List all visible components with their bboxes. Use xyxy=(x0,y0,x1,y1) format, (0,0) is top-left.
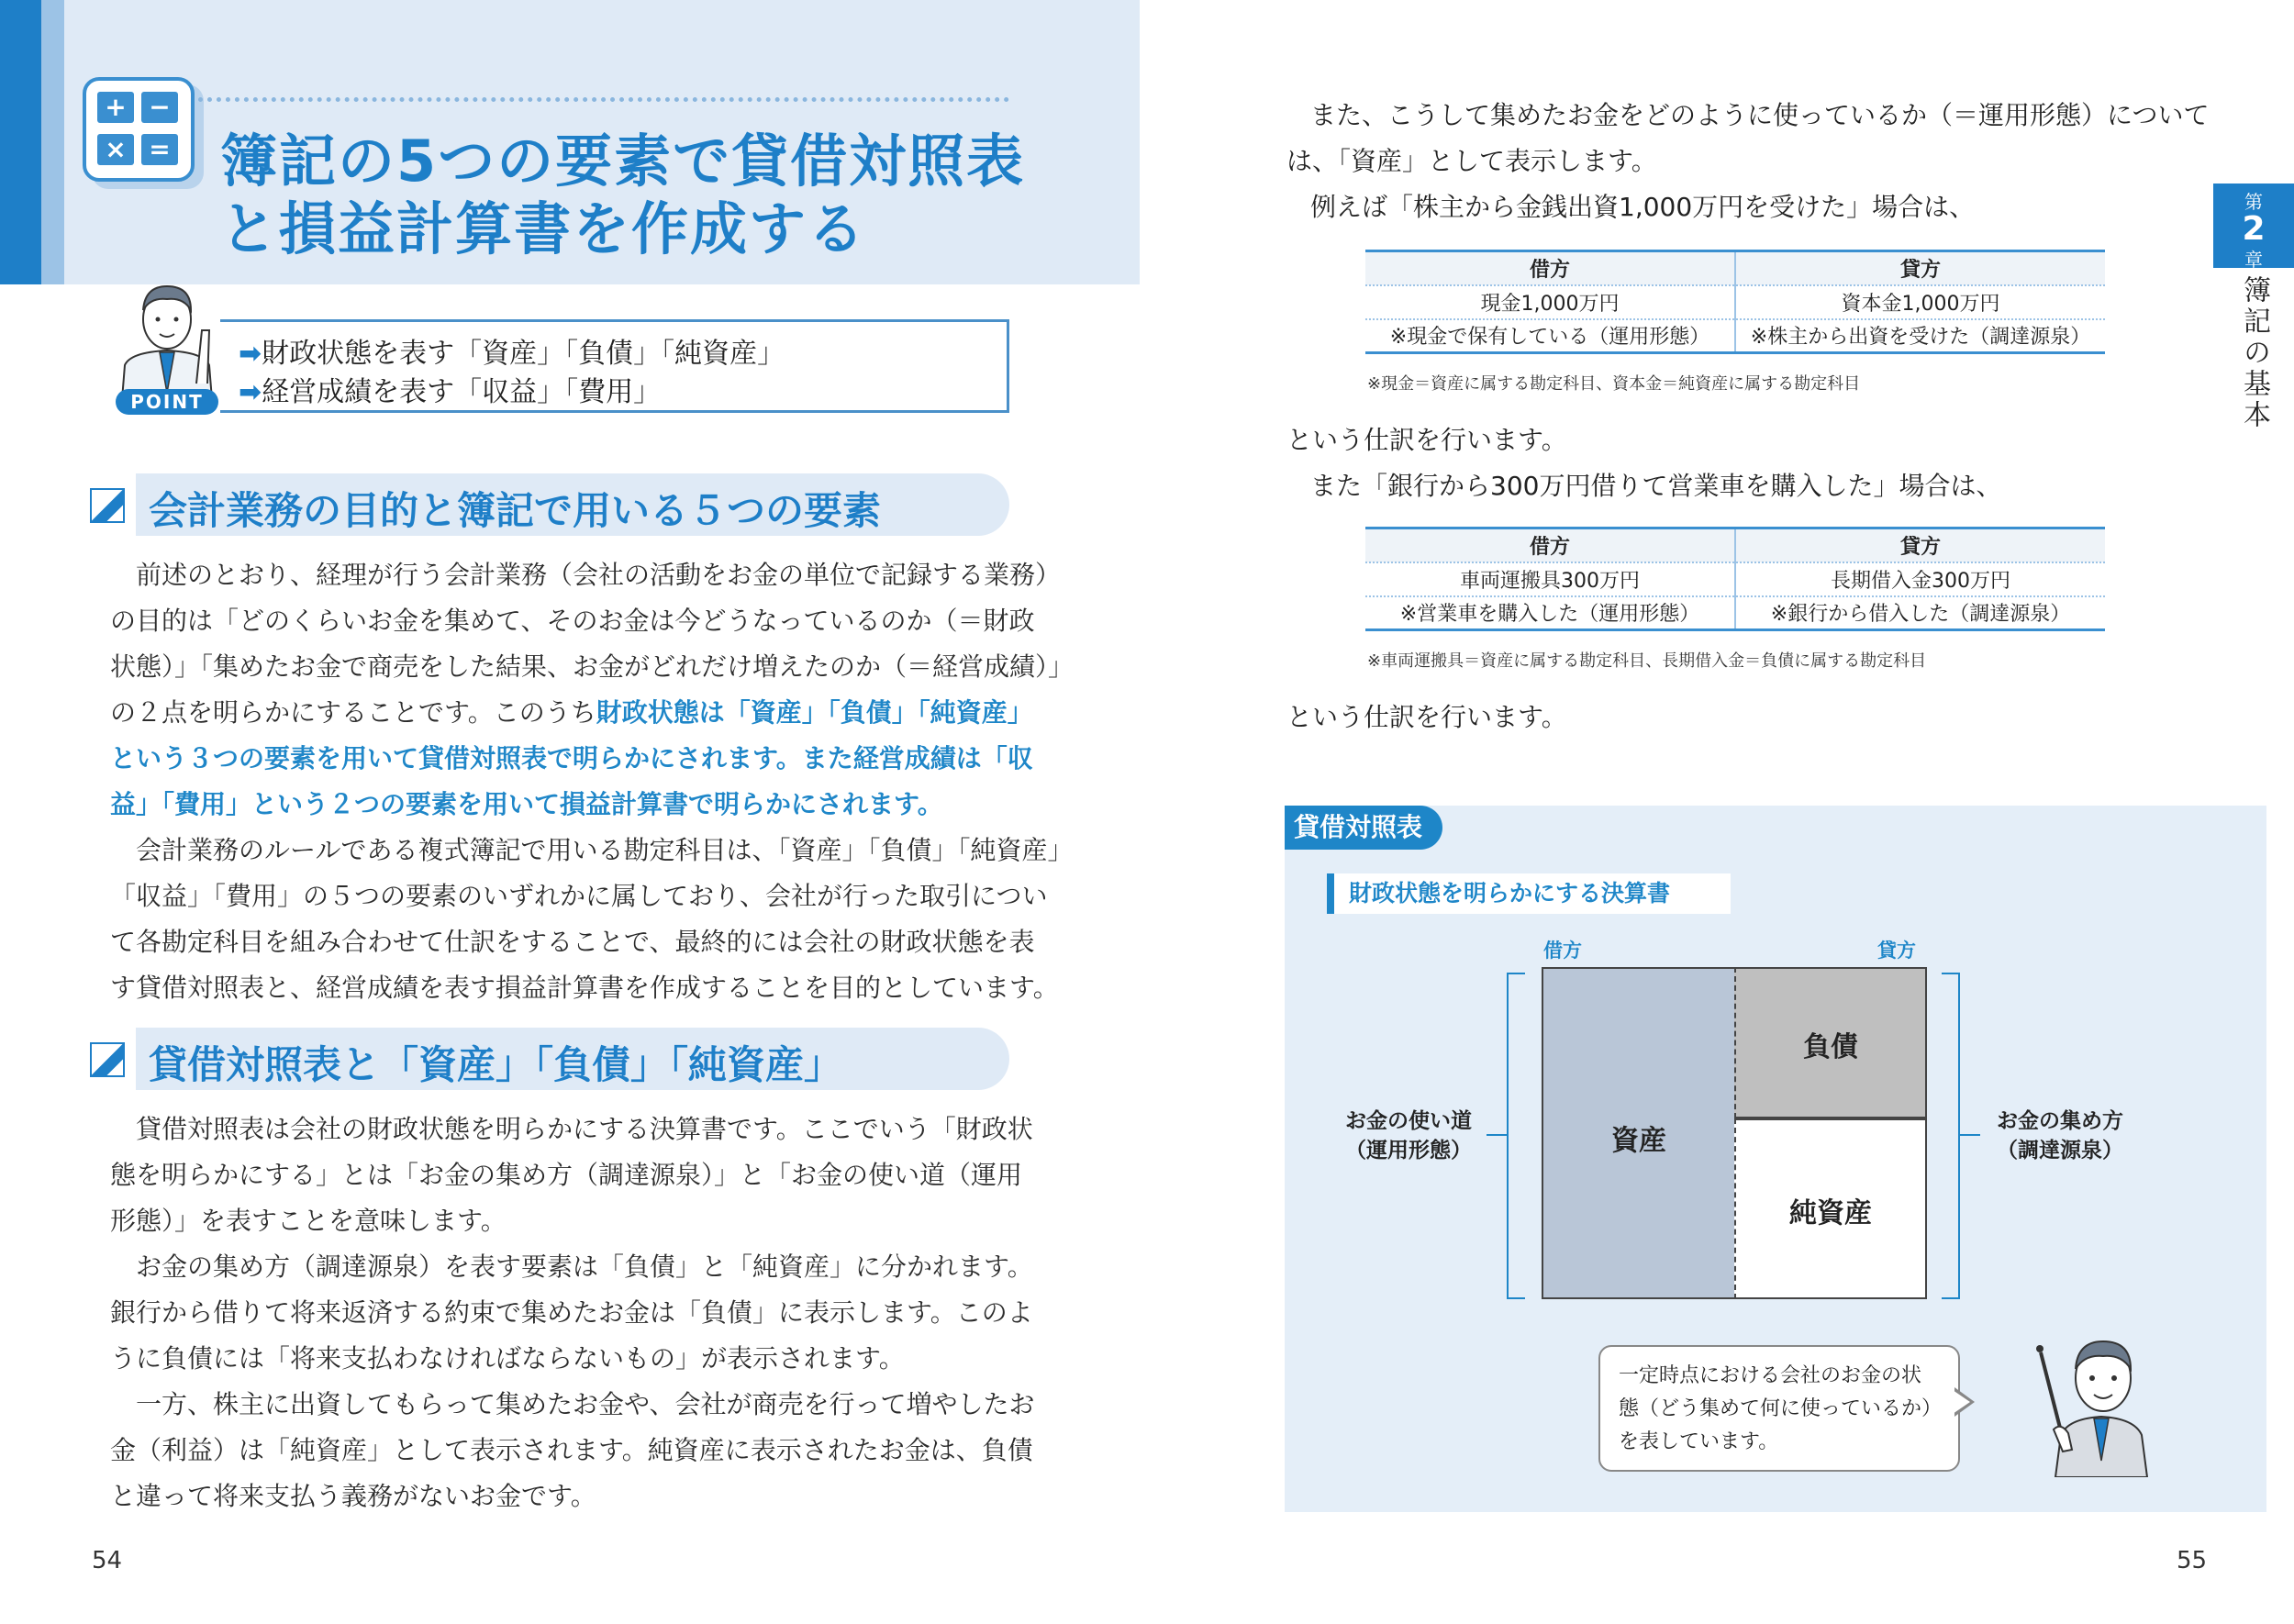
arrow-right-icon: ➡ xyxy=(239,338,262,370)
section2-heading: 貸借対照表と「資産」「負債」「純資産」 xyxy=(149,1042,843,1087)
intro-line-3: 例えば「株主から金銭出資1,000万円を受けた」場合は、 xyxy=(1310,192,1976,222)
section-heading-icon xyxy=(90,488,125,523)
section-heading-icon xyxy=(90,1042,125,1077)
debit-label: 借方 xyxy=(1543,940,1582,962)
right-side-label: お金の集め方 （調達源泉） xyxy=(1997,1109,2123,1162)
right-bracket xyxy=(1942,973,1960,1299)
equity-box: 純資産 xyxy=(1734,1118,1927,1299)
highlight-text: 益」「費用」という２つの要素を用いて損益計算書で明らかにされます。 xyxy=(110,789,943,819)
chapter-title: 簿記の基本 xyxy=(2238,275,2270,431)
highlight-text: という３つの要素を用いて貸借対照表で明らかにされます。また経営成績は「収 xyxy=(110,743,1033,773)
teacher-with-pointer-illustration xyxy=(2028,1321,2166,1477)
left-bracket xyxy=(1507,973,1525,1299)
plus-key: + xyxy=(97,92,134,123)
highlight-text: 財政状態は「資産」「負債」「純資産」 xyxy=(596,697,1033,728)
left-side-label: お金の使い道 （運用形態） xyxy=(1345,1109,1472,1162)
speech-bubble: 一定時点における会社のお金の状 態（どう集めて何に使っているか） を表しています。 xyxy=(1598,1345,1960,1472)
liability-box: 負債 xyxy=(1734,967,1927,1118)
minus-key: − xyxy=(141,92,178,123)
header-accent-bar xyxy=(0,0,41,284)
section2-body: 貸借対照表は会社の財政状態を明らかにする決算書です。ここでいう「財政状 態を明らかにする」とは「お金の集め方（調達源泉）」と「お金の使い道（運用 形態）」を表すことを意味します。 お金の集め方（調達源泉）を表す要素は「負債」と「純資産」に分かれます。 銀行から借りて将来返済する約束で集めたお金は「負債」に表示します。このよ うに負債には「将来支払わなければならないもの」が表示されます。 一方、株主に出資してもらって集めたお金や、会社が商売を行って増やしたお 金（利益）は「純資産」として表示されます。純資産に表示されたお金は、負債 と違って将来支払う義務がないお金です。 xyxy=(110,1114,1035,1511)
page-title-line2: と損益計算書を作成する xyxy=(220,195,867,262)
table2-note: ※車両運搬具＝資産に属する勘定科目、長期借入金＝負債に属する勘定科目 xyxy=(1367,651,1927,671)
section1-body: 前述のとおり、経理が行う会計業務（会社の活動をお金の単位で記録する業務） の目的は「どのくらいお金を集めて、そのお金は今どうなっているのか（＝財政 状態）」「集めたお金で商売をした結果、お金がどれだけ増えたのか（＝経営成績）」 の２点を明らかにすることです。このうち財政状態は「資産」「負債」「純資産」 という３つの要素を用いて貸借対照表で明らかにされます。また経営成績は「収 益」「費用」という２つの要素を用いて損益計算書で明らかにされます。 会計業務のルールである複式簿記で用いる勘定科目は、「資産」「負債」「純資産」 「収益」「費用」の５つの要素のいずれかに属しており、会社が行った取引につい て各勘定科目を組み合わせて仕訳をすることで、最終的には会社の財政状態を表 す貸借対照表と、経営成績を表す損益計算書を作成することを目的としています。 xyxy=(110,560,1075,1003)
intro-line-2: は、「資産」として表示します。 xyxy=(1286,146,1657,176)
journal-table-1: 借方 貸方 現金1,000万円 資本金1,000万円 ※現金で保有している（運用形態） ※株主から出資を受けた（調達源泉） xyxy=(1365,250,2105,354)
page-number-right: 55 xyxy=(2177,1547,2208,1574)
balance-sheet-tag: 貸借対照表 xyxy=(1285,806,1442,850)
right-bracket-tick xyxy=(1960,1134,1980,1136)
table1-note: ※現金＝資産に属する勘定科目、資本金＝純資産に属する勘定科目 xyxy=(1367,374,1861,394)
left-bracket-tick xyxy=(1487,1134,1507,1136)
speech-bubble-tail-fill xyxy=(1953,1390,1970,1414)
page-title-line1: 簿記の5つの要素で貸借対照表 xyxy=(220,128,1026,195)
mid-line-2: また「銀行から300万円借りて営業車を購入した」場合は、 xyxy=(1310,471,2002,501)
point-item-2: ➡経営成績を表す「収益」「費用」 xyxy=(239,376,662,408)
chapter-tab: 第 2 章 xyxy=(2213,184,2294,268)
arrow-right-icon: ➡ xyxy=(239,376,262,408)
page-number-left: 54 xyxy=(92,1547,123,1574)
journal-table-2: 借方 貸方 車両運搬具300万円 長期借入金300万円 ※営業車を購入した（運用形態） ※銀行から借入した（調達源泉） xyxy=(1365,527,2105,631)
intro-line-1: また、こうして集めたお金をどのように使っているか（＝運用形態）について xyxy=(1310,100,2210,130)
section1-heading: 会計業務の目的と簿記で用いる５つの要素 xyxy=(149,488,882,533)
equals-key: = xyxy=(141,134,178,165)
title-dotted-rule xyxy=(198,97,1009,102)
balance-sheet-subtitle: 財政状態を明らかにする決算書 xyxy=(1327,873,1731,914)
point-badge: POINT xyxy=(116,389,218,415)
mid-line-1: という仕訳を行います。 xyxy=(1286,425,1567,455)
asset-box: 資産 xyxy=(1542,967,1734,1299)
end-line: という仕訳を行います。 xyxy=(1286,702,1567,732)
point-item-1: ➡財政状態を表す「資産」「負債」「純資産」 xyxy=(239,338,785,370)
times-key: × xyxy=(97,134,134,165)
calculator-icon xyxy=(83,77,195,182)
credit-label: 貸方 xyxy=(1877,940,1916,962)
header-accent-bar-light xyxy=(41,0,64,284)
